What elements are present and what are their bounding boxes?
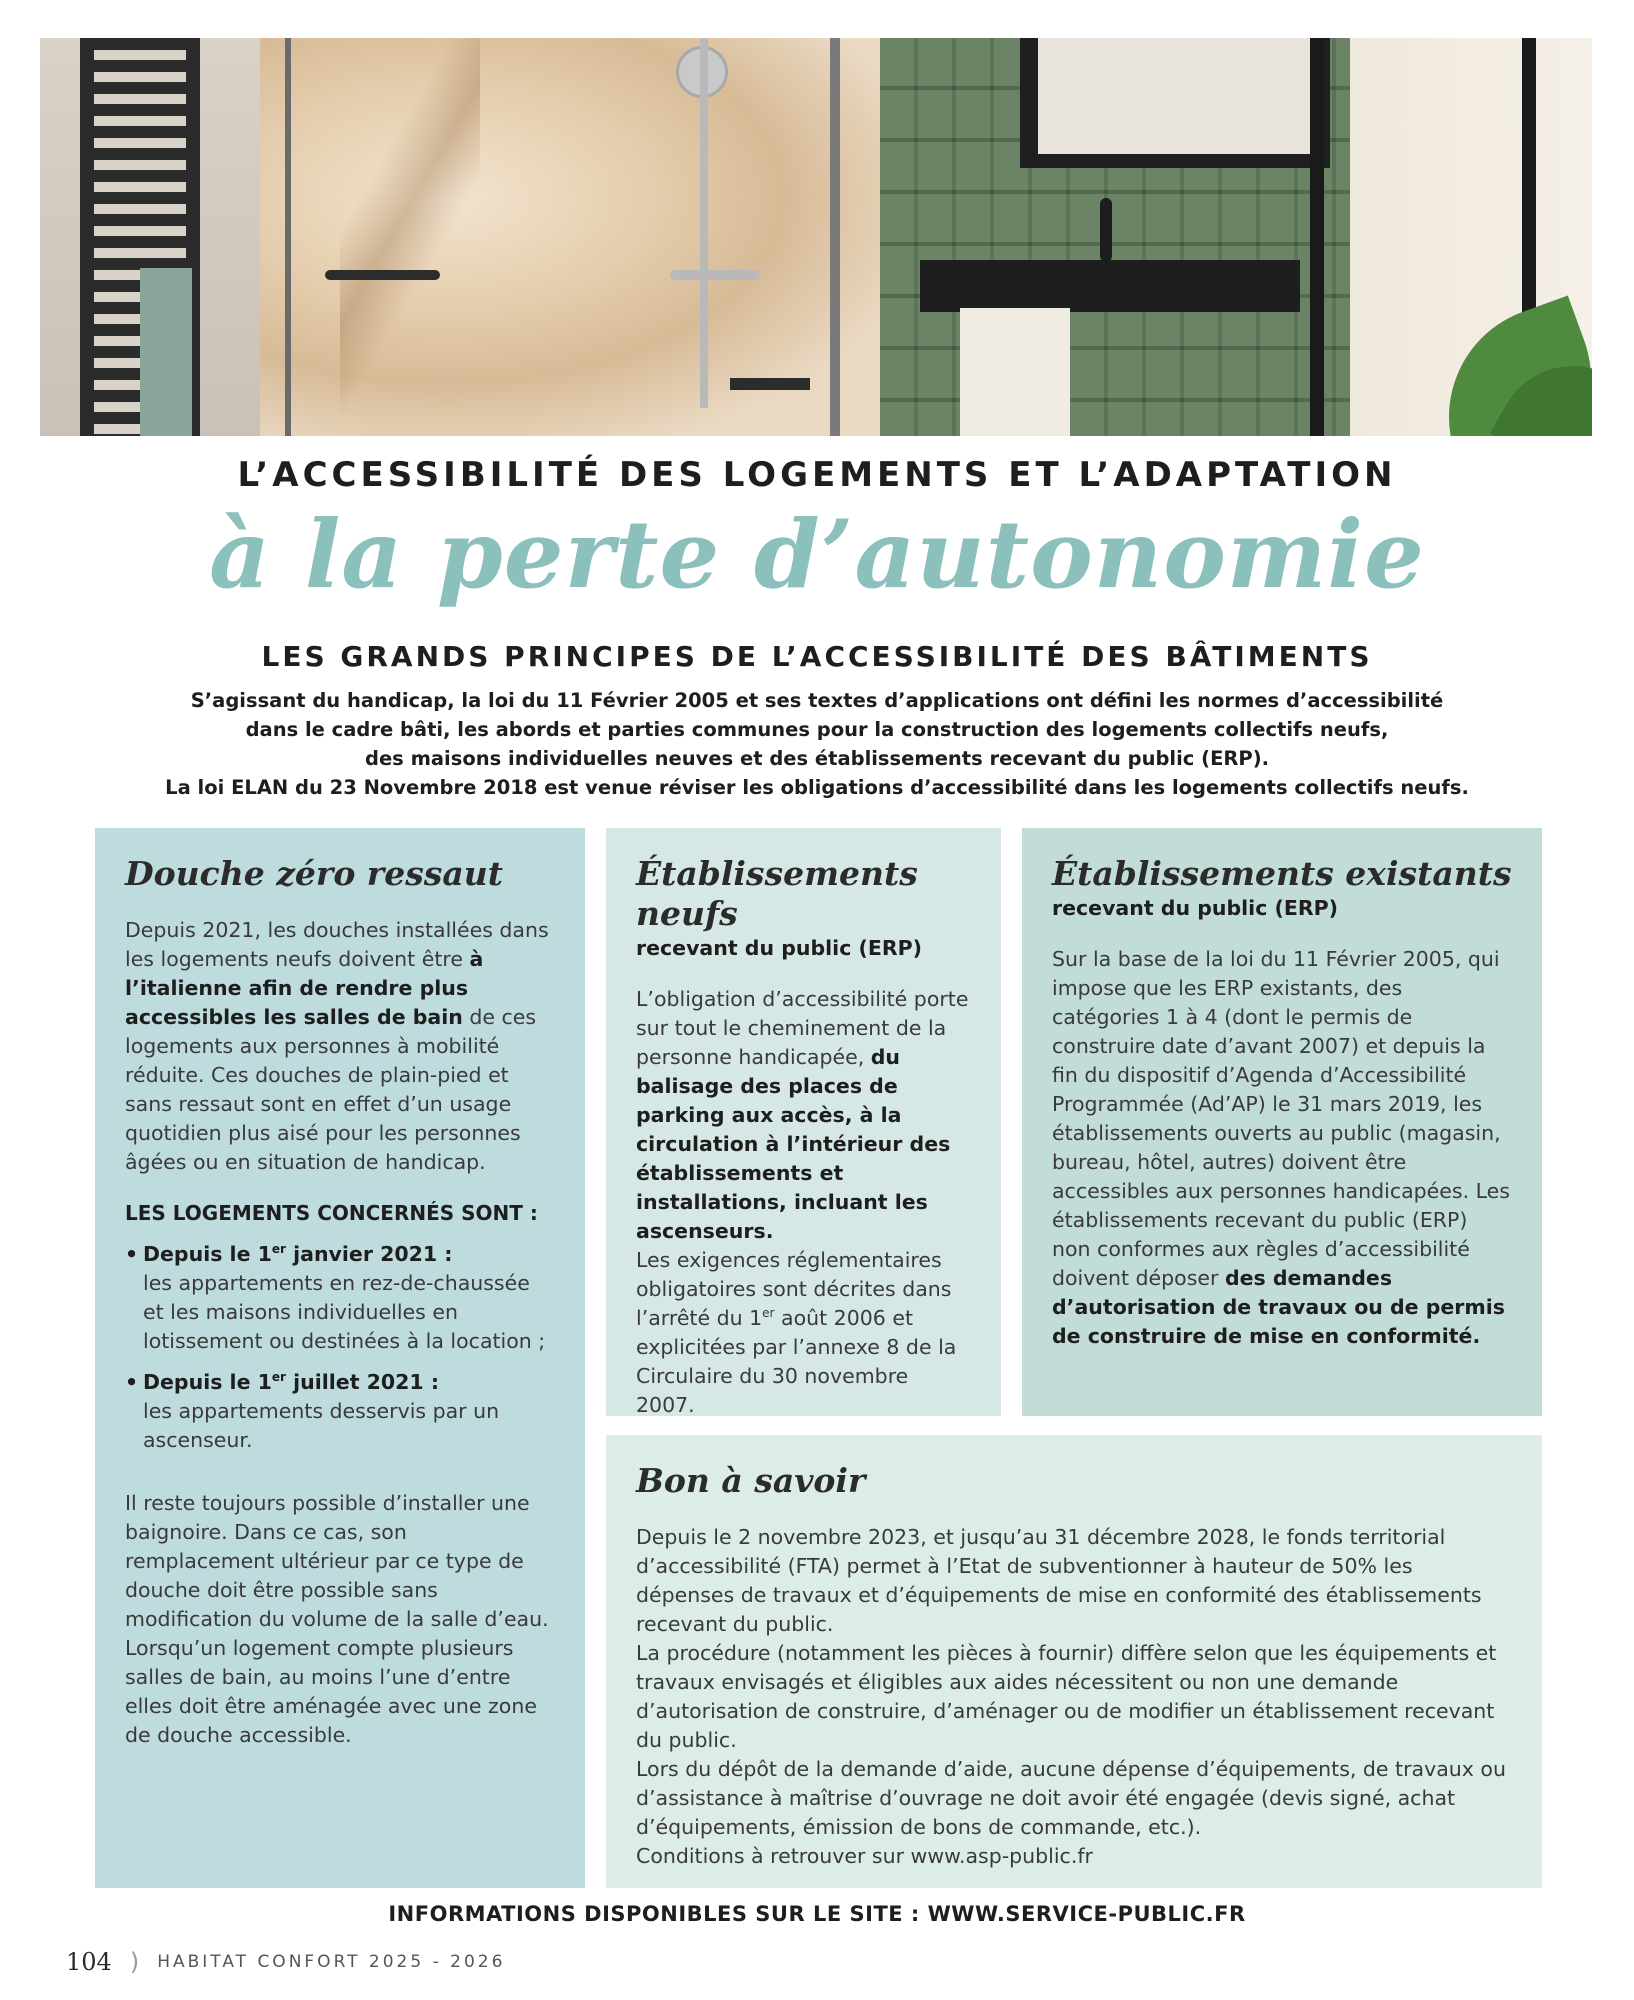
intro-line: La loi ELAN du 23 Novembre 2018 est venue réviser les obligations d’accessibilité dans les logements collectifs neufs.	[165, 776, 1469, 799]
article-kicker: L’ACCESSIBILITÉ DES LOGEMENTS ET L’ADAPTATION	[237, 455, 1397, 495]
article-subtitle: LES GRANDS PRINCIPES DE L’ACCESSIBILITÉ DES BÂTIMENTS	[261, 640, 1373, 673]
douche-paragraph-2: Il reste toujours possible d’installer une baignoire. Dans ce cas, son remplacement ultérieur par ce type de douche doit être possible sans modification du volume de la salle d’eau. Lorsqu’un logement compte plusieurs salles de bain, au moins l’une d’entre elles doit être aménagée avec une zone de douche accessible.	[125, 1491, 549, 1747]
box-subtitle: recevant du public (ERP)	[1052, 896, 1339, 920]
concerned-label: LES LOGEMENTS CONCERNÉS SONT :	[125, 1201, 538, 1225]
page-folio	[66, 1948, 505, 1976]
etablissements-neufs-box	[606, 828, 1001, 1416]
etablissements-existants-box	[1022, 828, 1542, 1416]
intro-line: dans le cadre bâti, les abords et parties communes pour la construction des logements collectifs neufs,	[245, 718, 1389, 741]
bon-paragraph: Conditions à retrouver sur www.asp-public.fr	[636, 1844, 1093, 1868]
bon-a-savoir-box	[606, 1435, 1542, 1888]
page-number: 104	[66, 1948, 112, 1976]
intro-paragraph	[60, 686, 1574, 802]
box-title: Établissements existants	[1052, 854, 1512, 893]
box-title: Douche zéro ressaut	[125, 854, 503, 893]
footer-info: INFORMATIONS DISPONIBLES SUR LE SITE : WWW.SERVICE-PUBLIC.FR	[388, 1902, 1246, 1926]
box-title: Établissements neufs	[636, 854, 918, 933]
folio-separator: )	[129, 1948, 140, 1976]
neufs-paragraph: L’obligation d’accessibilité porte sur tout le cheminement de la personne handicapée, du balisage des places de parking aux accès, à la circulation à l’intérieur des établissements et installations, incluant les ascenseurs.	[636, 987, 969, 1243]
bon-paragraph: La procédure (notamment les pièces à fournir) diffère selon que les équipements et travaux envisagés et éligibles aux aides nécessitent ou non une demande d’autorisation de construire, d’aménager ou de modifier un établissement recevant du public.	[636, 1641, 1497, 1752]
article-title: à la perte d’autonomie	[209, 500, 1425, 610]
list-item: • Depuis le 1er janvier 2021 : les appartements en rez-de-chaussée et les maisons individuelles en lotissement ou destinées à la location ;	[125, 1242, 546, 1353]
magazine-name: HABITAT CONFORT 2025 - 2026	[157, 1952, 506, 1972]
hero-bathroom-photo	[40, 38, 1592, 436]
neufs-paragraph-2: Les exigences réglementaires obligatoires sont décrites dans l’arrêté du 1er août 2006 et explicitées par l’annexe 8 de la Circulaire du 30 novembre 2007.	[636, 1248, 957, 1417]
intro-line: des maisons individuelles neuves et des établissements recevant du public (ERP).	[364, 747, 1270, 770]
box-title: Bon à savoir	[636, 1461, 866, 1500]
intro-line: S’agissant du handicap, la loi du 11 Février 2005 et ses textes d’applications ont défini les normes d’accessibilité	[190, 689, 1444, 712]
mirror	[1020, 38, 1330, 168]
box-subtitle: recevant du public (ERP)	[636, 936, 923, 960]
douche-zero-ressaut-box	[95, 828, 585, 1888]
douche-paragraph: Depuis 2021, les douches installées dans les logements neufs doivent être à l’italienne afin de rendre plus accessibles les salles de bain de ces logements aux personnes à mobilité réduite. Ces douches de plain-pied et sans ressaut sont en effet d’un usage quotidien plus aisé pour les personnes âgées ou en situation de handicap.	[125, 918, 549, 1174]
bon-paragraph: Lors du dépôt de la demande d’aide, aucune dépense d’équipements, de travaux ou d’assistance à maîtrise d’ouvrage ne doit avoir été engagée (devis signé, achat d’équipements, émission de bons de commande, etc.).	[636, 1757, 1506, 1839]
wash-basin	[920, 260, 1300, 312]
existants-paragraph: Sur la base de la loi du 11 Février 2005, qui impose que les ERP existants, des catégories 1 à 4 (dont le permis de construire date d’avant 2007) et depuis la fin du dispositif d’Agenda d’Accessibilité Programmée (Ad’AP) le 31 mars 2019, les établissements ouverts au public (magasin, bureau, hôtel, autres) doivent être accessibles aux personnes handicapées. Les établissements recevant du public (ERP) non conformes aux règles d’accessibilité doivent déposer des demandes d’autorisation de travaux ou de permis de construire de mise en conformité.	[1052, 947, 1510, 1348]
list-item: • Depuis le 1er juillet 2021 : les appartements desservis par un ascenseur.	[125, 1370, 500, 1452]
bon-paragraph: Depuis le 2 novembre 2023, et jusqu’au 31 décembre 2028, le fonds territorial d’accessibilité (FTA) permet à l’Etat de subventionner à hauteur de 50% les dépenses de travaux et d’équipements de mise en conformité des établissements recevant du public.	[636, 1525, 1482, 1636]
